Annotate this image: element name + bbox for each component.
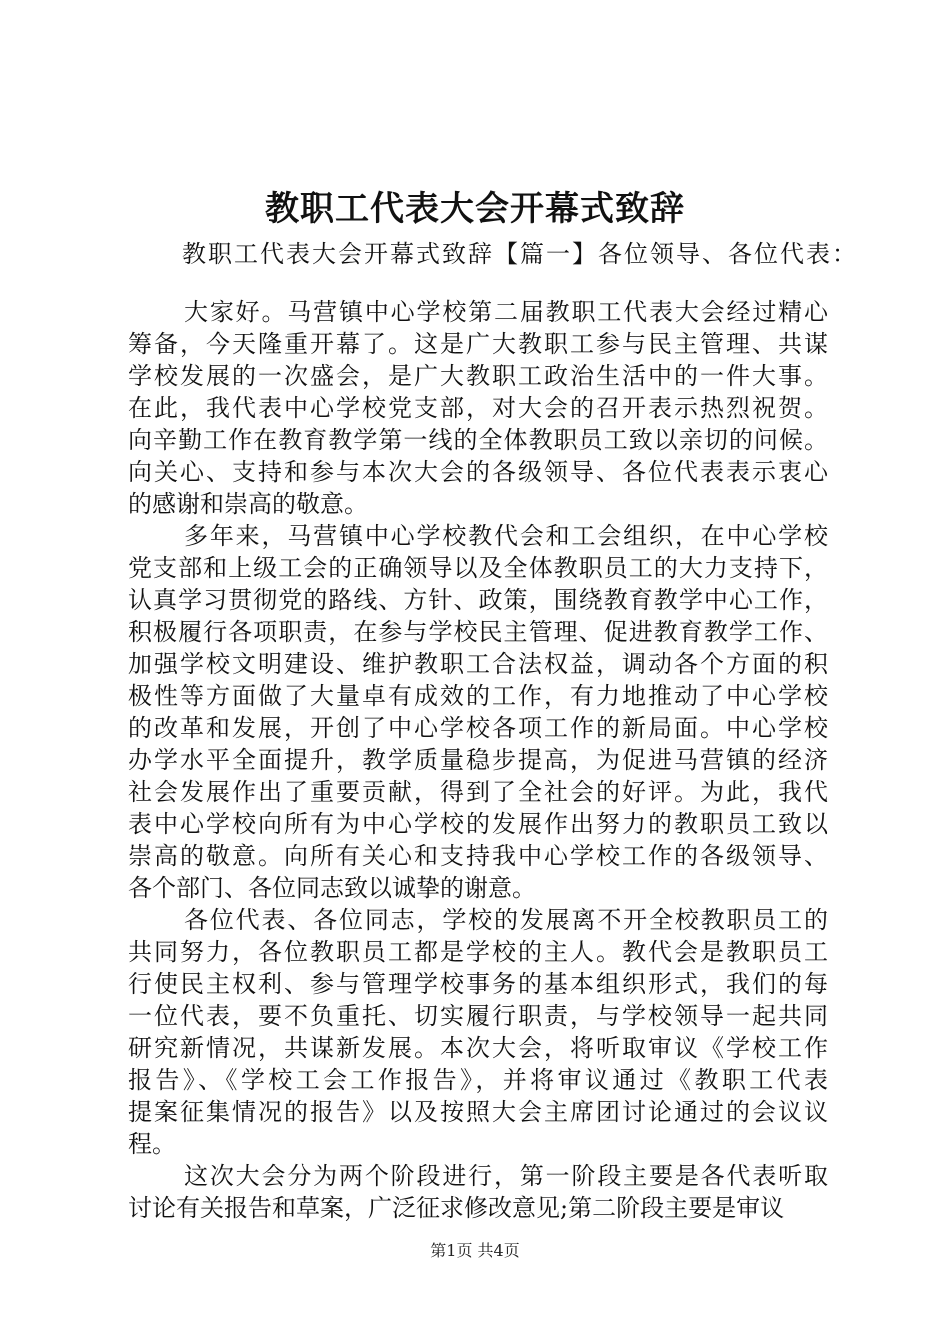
- paragraph-line: 各位代表、各位同志，学校的发展离不开全校教职员工的: [184, 906, 828, 934]
- paragraph-line: 办学水平全面提升，教学质量稳步提高，为促进马营镇的经济: [128, 746, 828, 774]
- paragraph-line: 的改革和发展，开创了中心学校各项工作的新局面。中心学校: [128, 714, 828, 742]
- document-title: 教职工代表大会开幕式致辞: [265, 189, 685, 229]
- paragraph-line: 认真学习贯彻党的路线、方针、政策，围绕教育教学中心工作，: [128, 586, 828, 614]
- paragraph-line: 研究新情况，共谋新发展。本次大会，将听取审议《学校工作: [128, 1034, 828, 1062]
- paragraph-line: 讨论有关报告和草案，广泛征求修改意见;第二阶段主要是审议: [128, 1194, 785, 1222]
- body-paragraph: [128, 296, 828, 520]
- paragraph-line: 大家好。马营镇中心学校第二届教职工代表大会经过精心: [184, 298, 828, 326]
- paragraph-line: 极性等方面做了大量卓有成效的工作，有力地推动了中心学校: [128, 682, 828, 710]
- body-paragraph: [128, 904, 828, 1160]
- page-footer: 第1页 共4页: [430, 1241, 520, 1260]
- paragraph-line: 表中心学校向所有为中心学校的发展作出努力的教职员工致以: [128, 810, 828, 838]
- paragraph-line: 向关心、支持和参与本次大会的各级领导、各位代表表示衷心: [128, 458, 828, 486]
- document-body: [128, 296, 828, 1224]
- paragraph-line: 共同努力，各位教职员工都是学校的主人。教代会是教职员工: [128, 938, 828, 966]
- body-paragraph: [128, 520, 828, 904]
- paragraph-line: 筹备，今天隆重开幕了。这是广大教职工参与民主管理、共谋: [128, 330, 828, 358]
- body-paragraph: [128, 1160, 828, 1224]
- paragraph-line: 程。: [128, 1130, 176, 1158]
- paragraph-line: 各个部门、各位同志致以诚挚的谢意。: [128, 874, 536, 902]
- paragraph-line: 加强学校文明建设、维护教职工合法权益，调动各个方面的积: [128, 650, 828, 678]
- paragraph-line: 在此，我代表中心学校党支部，对大会的召开表示热烈祝贺。: [128, 394, 828, 422]
- paragraph-line: 学校发展的一次盛会，是广大教职工政治生活中的一件大事。: [128, 362, 828, 390]
- paragraph-line: 社会发展作出了重要贡献，得到了全社会的好评。为此，我代: [128, 778, 828, 806]
- paragraph-line: 行使民主权利、参与管理学校事务的基本组织形式，我们的每: [128, 970, 828, 998]
- paragraph-line: 一位代表，要不负重托、切实履行职责，与学校领导一起共同: [128, 1002, 828, 1030]
- paragraph-line: 积极履行各项职责，在参与学校民主管理、促进教育教学工作、: [128, 618, 828, 646]
- paragraph-line: 提案征集情况的报告》以及按照大会主席团讨论通过的会议议: [128, 1098, 828, 1126]
- paragraph-line: 的感谢和崇高的敬意。: [128, 490, 368, 518]
- paragraph-line: 向辛勤工作在教育教学第一线的全体教职员工致以亲切的问候。: [128, 426, 828, 454]
- paragraph-line: 党支部和上级工会的正确领导以及全体教职员工的大力支持下，: [128, 554, 828, 582]
- paragraph-line: 这次大会分为两个阶段进行，第一阶段主要是各代表听取: [184, 1162, 828, 1190]
- paragraph-line: 多年来，马营镇中心学校教代会和工会组织，在中心学校: [184, 522, 828, 550]
- document-subtitle: 教职工代表大会开幕式致辞【篇一】各位领导、各位代表：: [182, 240, 858, 268]
- paragraph-line: 崇高的敬意。向所有关心和支持我中心学校工作的各级领导、: [128, 842, 828, 870]
- paragraph-line: 报告》、《学校工会工作报告》，并将审议通过《教职工代表: [128, 1066, 828, 1094]
